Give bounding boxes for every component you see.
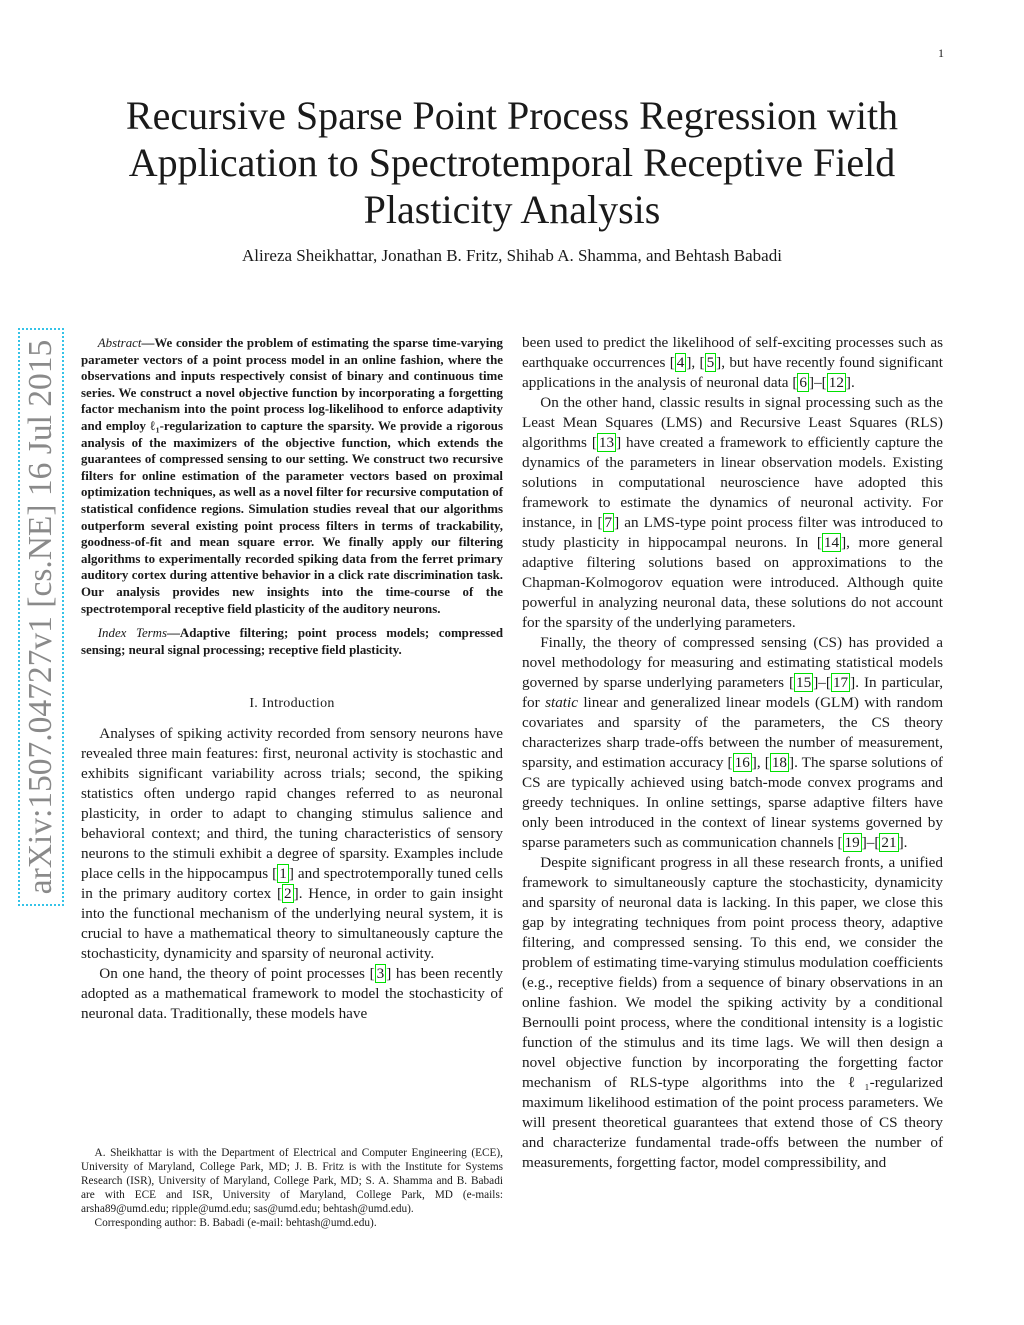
citation-link[interactable]: 15 — [796, 674, 812, 691]
right-column — [522, 333, 943, 1173]
citation-link[interactable]: 5 — [706, 354, 715, 371]
index-terms-text: —Adaptive filtering; point process models; compressed sensing; neural signal processing; receptive field plasticity. — [81, 626, 503, 657]
section-heading: I. Introduction — [249, 696, 335, 712]
page-number: 1 — [938, 46, 944, 60]
arxiv-stamp[interactable] — [18, 328, 64, 906]
right-body — [522, 333, 943, 1173]
body-paragraph: Finally, the theory of compressed sensing (CS) has provided a novel methodology for measuring and estimating statistical models governed by sparse underlying parameters [ 15 ]–[ 17 ]. In particular, for static linear and generalized linear models (GLM) with random covariates and sparsity of the parameters, the CS theory characterizes sharp trade-offs between the number of measurement, sparsity, and estimation accuracy [ 16 ], [ 18 ]. The sparse solutions of CS are typically achieved using batch-mode convex programs and greedy techniques. In online settings, sparse adaptive filters have only been introduced in the context of linear systems governed by sparse parameters such as communication channels [ 19 ]–[ 21 ]. — [522, 634, 944, 851]
citation-link[interactable]: 6 — [799, 374, 807, 391]
footnote — [81, 1146, 503, 1231]
title-line: Application to Spectrotemporal Receptive Field — [128, 140, 896, 185]
emphasis-text: static — [545, 694, 578, 711]
arxiv-stamp-text: arXiv:1507.04727v1 [cs.NE] 16 Jul 2015 — [22, 339, 59, 895]
abstract — [81, 335, 503, 617]
citation-link[interactable]: 12 — [828, 374, 844, 391]
abstract-label: Abstract — [97, 336, 142, 350]
citation-link[interactable]: 17 — [832, 674, 849, 691]
citation-link[interactable]: 3 — [376, 965, 385, 983]
citation-link[interactable]: 21 — [881, 834, 897, 851]
index-terms — [81, 625, 503, 658]
citation-link[interactable]: 14 — [823, 534, 840, 551]
citation-link[interactable]: 13 — [598, 434, 615, 451]
citation-link[interactable]: 2 — [284, 885, 292, 903]
body-paragraph: Despite significant progress in all these research fronts, a unified framework to simultaneously capture the stochasticity, dynamicity and sparsity of neuronal data is lacking. In this paper, we close this gap by integrating techniques from point process theory, adaptive filtering, and compressed sensing. To this end, we consider the problem of estimating time-varying stimulus modulation coefficients (e.g., receptive fields) from a sequence of binary observations in an online fashion. We model the spiking activity by a conditional Bernoulli point process, where the conditional intensity is a logistic function of the stimulus and its time lags. We will then design a novel objective function by incorporating the forgetting factor mechanism of RLS-type algorithms into the ℓ₁-regularized maximum likelihood estimation of the point process parameters. We will present theoretical guarantees that extend those of CS theory and characterize fundamental trade-offs between the number of measurements, forgetting factor, model compressibility, and — [522, 854, 943, 1171]
title-line: Plasticity Analysis — [363, 187, 661, 232]
citation-link[interactable]: 16 — [734, 754, 750, 771]
left-body — [81, 724, 503, 1024]
citation-link[interactable]: 18 — [771, 754, 787, 771]
title-line: Recursive Sparse Point Process Regression with — [125, 93, 899, 138]
body-paragraph: On one hand, the theory of point processes [ 3 ] has been recently adopted as a mathematical framework to model the stochasticity of neuronal data. Traditionally, these models have — [81, 965, 504, 1023]
body-paragraph: On the other hand, classic results in signal processing such as the Least Mean Squares (LMS) and Recursive Least Squares (RLS) algorithms [ 13 ] have created a framework to efficiently capture the dynamics of the parameters in linear observation models. Existing solutions in computational neuroscience have adopted this framework to estimate the dynamics of neuronal activity. For instance, in [ 7 ] an LMS-type point process filter was introduced to study plasticity in hippocampal neurons. In [ 14 ], more general adaptive filtering solutions based on approximations to the Chapman-Kolmogorov equation were introduced. Although quite powerful in analyzing neuronal data, these solutions do not account for the sparsity of the underlying parameters. — [522, 394, 943, 631]
citation-link[interactable]: 7 — [604, 514, 613, 531]
body-paragraph: Analyses of spiking activity recorded from sensory neurons have revealed three main features: first, neuronal activity is stochastic and exhibits significant variability across trials; second, the spiking statistics often undergo rapid changes referred to as neuronal plasticity, in order to adapt to changing stimulus salience and behavioral context; and third, the tuning characteristics of sensory neurons to the stimuli exhibit a degree of sparsity. Examples include place cells in the hippocampus [ 1 ] and spectrotemporally tuned cells in the primary auditory cortex [ 2 ]. Hence, in order to gain insight into the functional mechanism of the underlying neural system, it is crucial to have a mathematical theory to simultaneously capture the stochasticity, dynamicity and sparsity of neuronal activity. — [81, 725, 503, 963]
abstract-text: —We consider the problem of estimating the sparse time-varying parameter vectors of a point process model in an online fashion, where the observations and inputs respectively consist of binary and continuous time series. We construct a novel objective function by incorporating a forgetting factor mechanism into the point process log-likelihood to enforce adaptivity and employ ℓ₁-regularization to capture the sparsity. We provide a rigorous analysis of the maximizers of the objective function, which extends the guarantees of compressed sensing to our setting. We construct two recursive filters for online estimation of the parameter vectors based on proximal optimization techniques, as well as a novel filter for recursive computation of statistical confidence regions. Simulation studies reveal that our algorithms outperform several existing point process filters in terms of trackability, goodness-of-fit and mean square error. We finally apply our filtering algorithms to experimentally recorded spiking data from the ferret primary auditory cortex during attentive behavior in a click rate discrimination task. Our analysis provides new insights into the time-course of the spectrotemporal receptive field plasticity of the auditory neurons. — [81, 336, 503, 616]
left-column — [81, 335, 503, 1024]
footnote-corresponding: Corresponding author: B. Babadi (e-mail: behtash@umd.edu). — [94, 1217, 377, 1230]
citation-link[interactable]: 1 — [279, 865, 287, 883]
index-terms-label: Index Terms — [97, 626, 168, 641]
paper-title — [80, 92, 944, 233]
body-paragraph: been used to predict the likelihood of self-exciting processes such as earthquake occurrences [ 4 ], [ 5 ], but have recently found significant applications in the analysis of neuronal data [ 6 ]–[ 12 ]. — [522, 334, 943, 391]
footnote-affiliations: A. Sheikhattar is with the Department of Electrical and Computer Engineering (ECE), University of Maryland, College Park, MD; J. B. Fritz is with the Institute for Systems Research (ISR), University of Maryland, College Park, MD; S. A. Shamma and B. Babadi are with ECE and ISR, University of Maryland, College Park, MD (e-mails: arsha89@umd.edu; ripple@umd.edu; sas@umd.edu; behtash@umd.edu). — [81, 1147, 503, 1216]
citation-link[interactable]: 4 — [676, 354, 685, 371]
author-list: Alireza Sheikhattar, Jonathan B. Fritz, Shihab A. Shamma, and Behtash Babadi — [242, 246, 782, 265]
citation-link[interactable]: 19 — [844, 834, 860, 851]
